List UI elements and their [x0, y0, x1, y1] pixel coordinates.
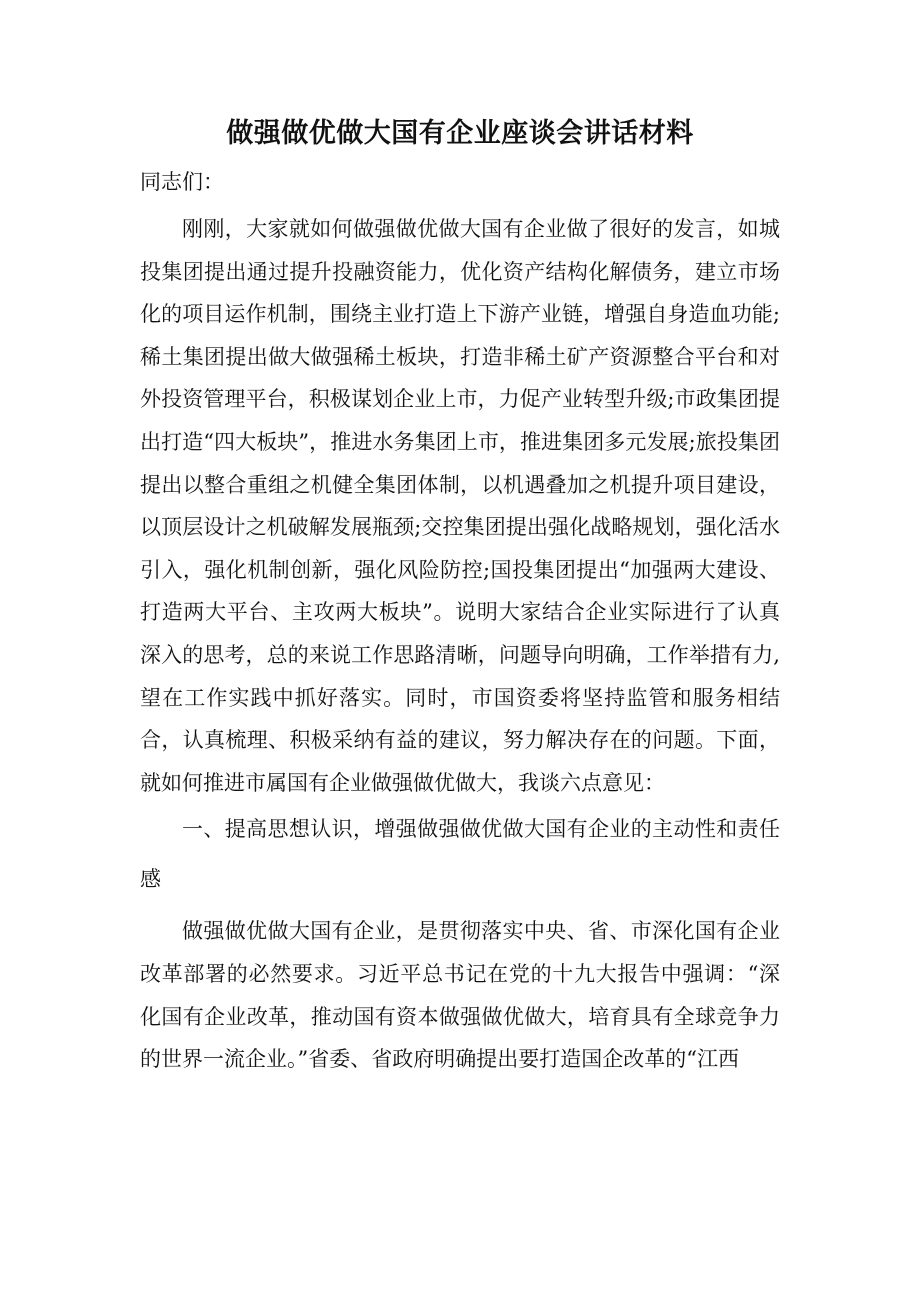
body-paragraph: 做强做优做大国有企业，是贯彻落实中央、省、市深化国有企业改革部署的必然要求。习近平总书记在党的十九大报告中强调：“深化国有企业改革，推动国有资本做强做优做大，培育具有全球竞争力的世界一流企业。”省委、省政府明确提出要打造国企改革的“江西: [140, 919, 780, 1072]
body-paragraph: 刚刚，大家就如何做强做优做大国有企业做了很好的发言，如城投集团提出通过提升投融资能力，优化资产结构化解债务，建立市场化的项目运作机制，围绕主业打造上下游产业链，增强自身造血功能;稀土集团提出做大做强稀土板块，打造非稀土矿产资源整合平台和对外投资管理平台，积极谋划企业上市，力促产业转型升级;市政集团提出打造“四大板块”，推进水务集团上市，推进集团多元发展;旅投集团提出以整合重组之机健全集团体制，以机遇叠加之机提升项目建设，以顶层设计之机破解发展瓶颈;交控集团提出强化战略规划，强化活水引入，强化机制创新，强化风险防控;国投集团提出“加强两大建设、打造两大平台、主攻两大板块”。说明大家结合企业实际进行了认真深入的思考，总的来说工作思路清晰，问题导向明确，工作举措有力,望在工作实践中抓好落实。同时，市国资委将坚持监管和服务相结合，认真梳理、积极采纳有益的建议，努力解决存在的问题。下面，就如何推进市属国有企业做强做优做大，我谈六点意见：: [140, 217, 780, 795]
salutation: 同志们：: [140, 170, 224, 194]
section-heading: 一、提高思想认识，增强做强做优做大国有企业的主动性和责任感: [140, 817, 780, 892]
document-title: 做强做优做大国有企业座谈会讲话材料: [226, 118, 694, 149]
document-body: [140, 112, 780, 1081]
